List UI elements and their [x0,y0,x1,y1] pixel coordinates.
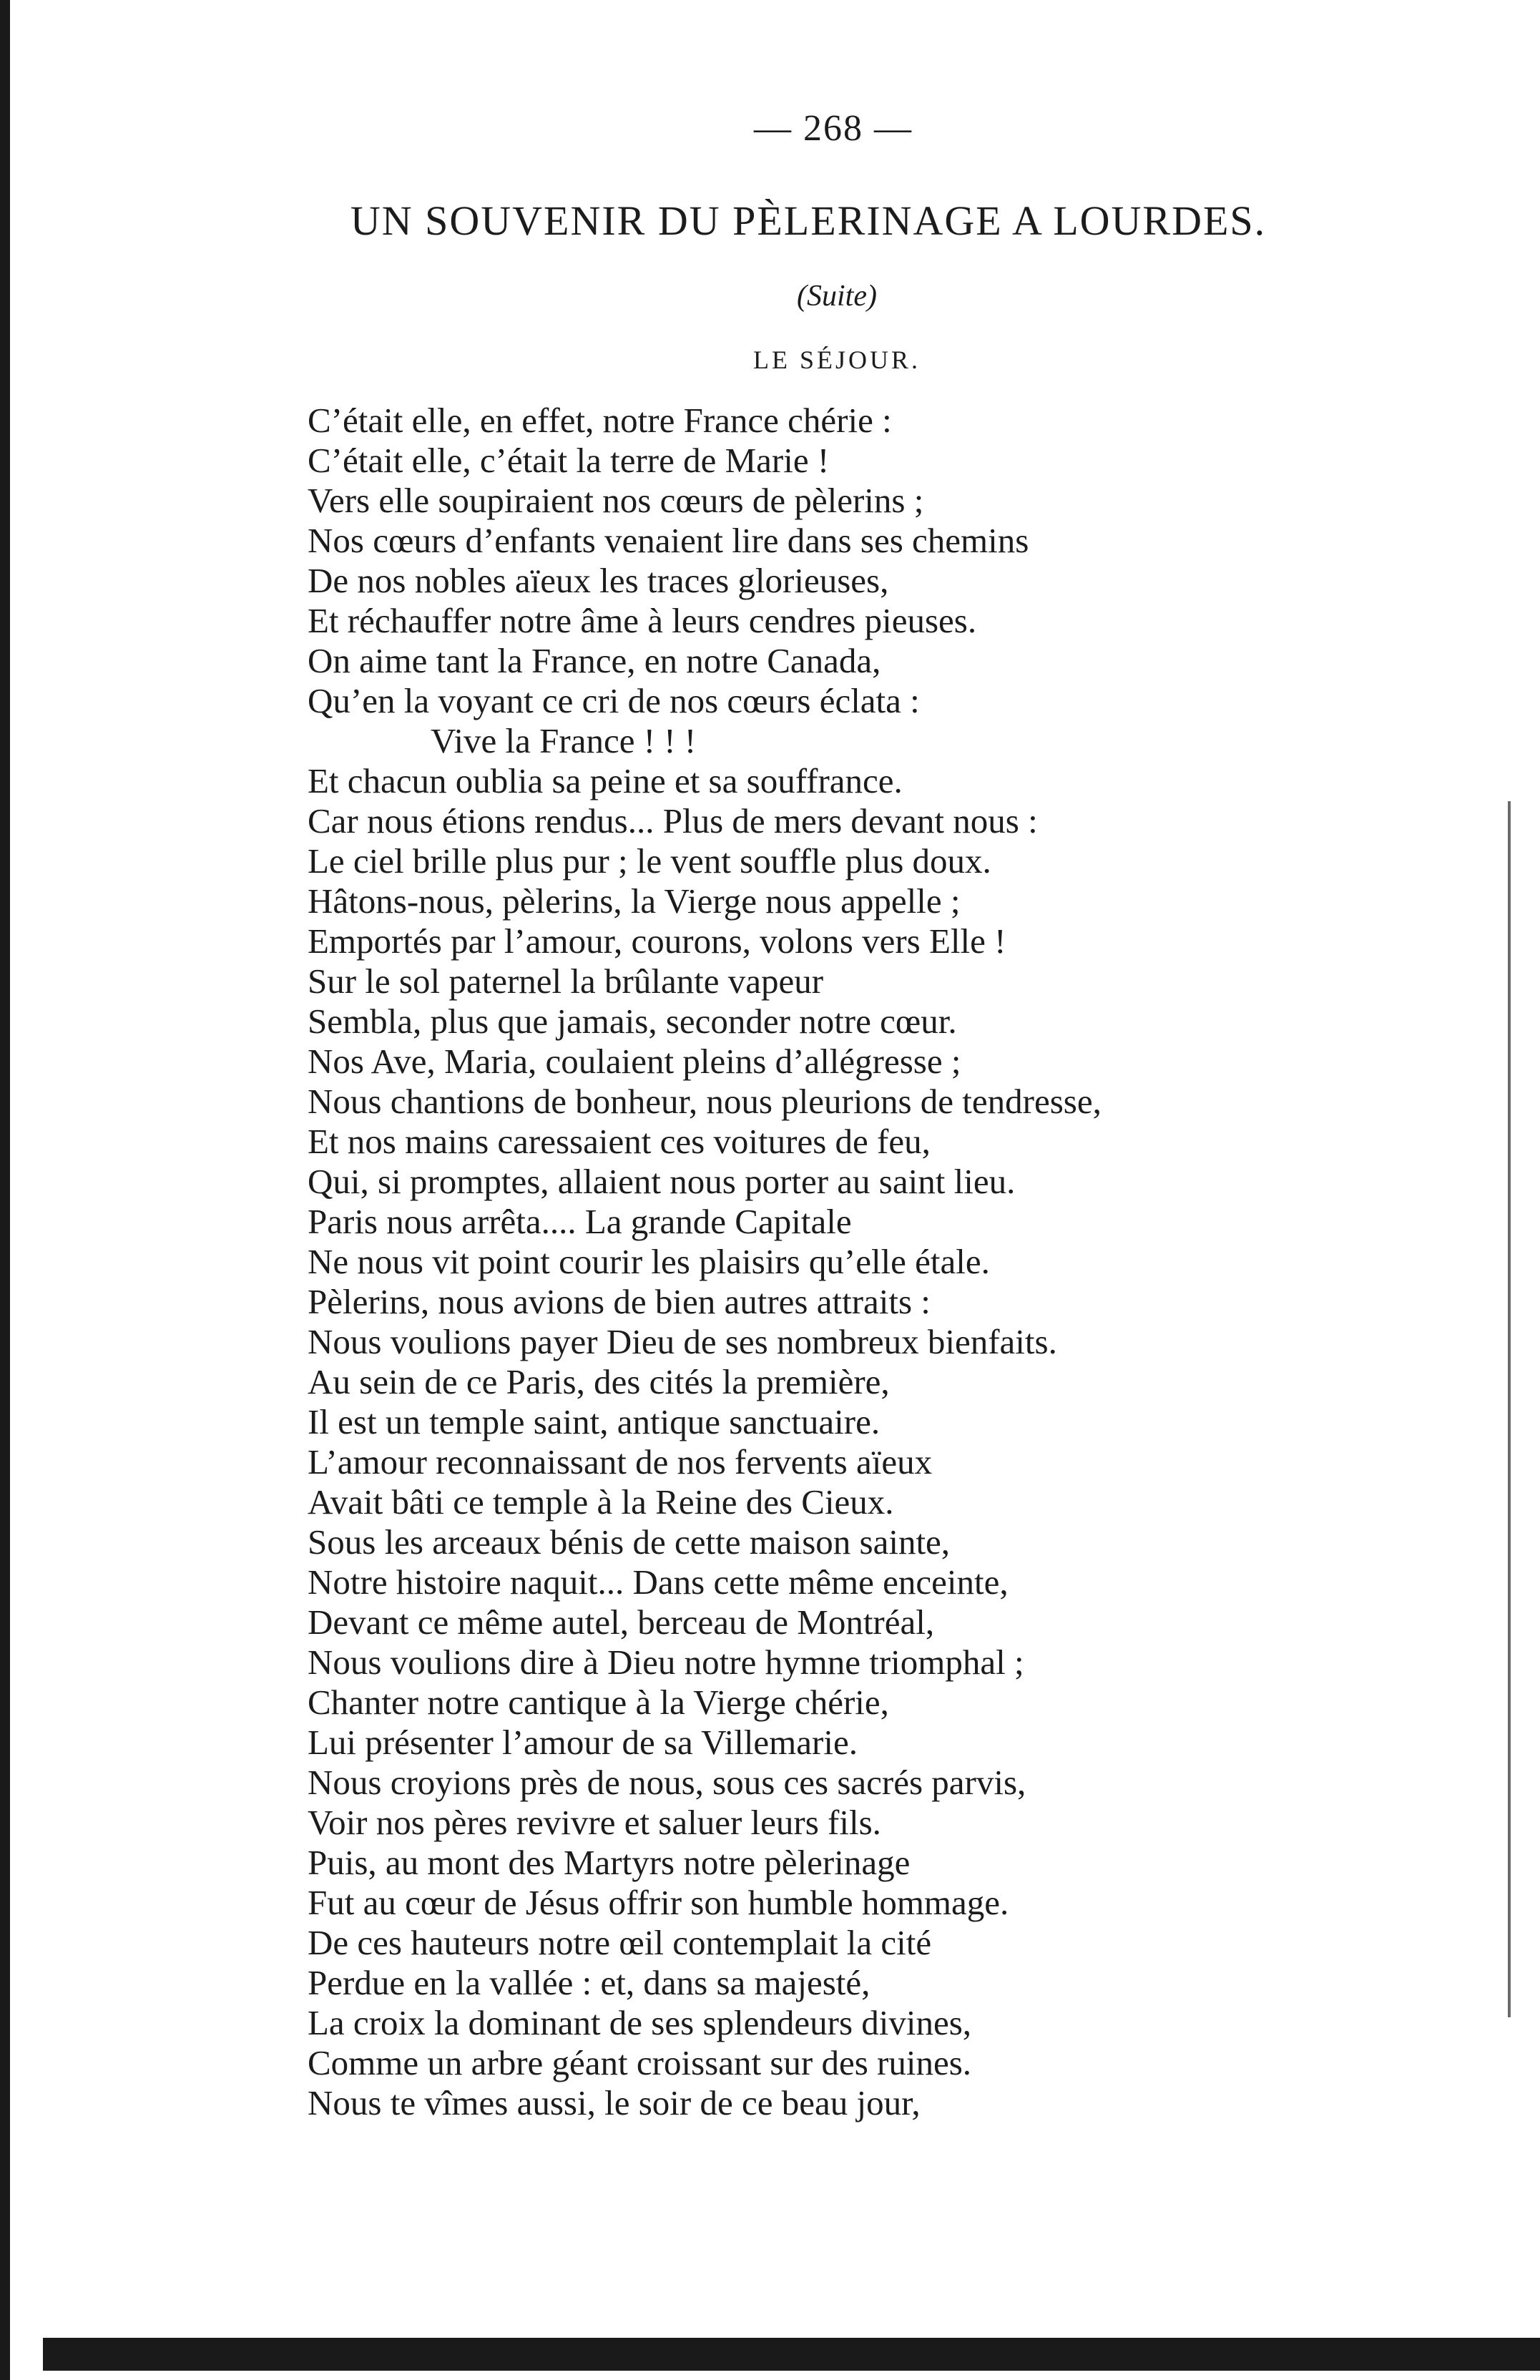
poem-line: Lui présenter l’amour de sa Villemarie. [308,1723,858,1762]
poem-line: La croix la dominant de ses splendeurs divines, [308,2003,972,2042]
poem-line: Perdue en la vallée : et, dans sa majesté, [308,1963,870,2002]
poem-line: Voir nos pères revivre et saluer leurs fils. [308,1803,881,1842]
poem-line: Puis, au mont des Martyrs notre pèlerinage [308,1843,911,1882]
poem-line: Nos Ave, Maria, coulaient pleins d’allégresse ; [308,1042,961,1081]
right-margin-rule [1508,801,1511,2017]
poem-line: Et chacun oublia sa peine et sa souffrance. [308,761,903,800]
poem-line: Et nos mains caressaient ces voitures de feu, [308,1122,931,1161]
poem-line: Car nous étions rendus... Plus de mers devant nous : [308,801,1038,841]
poem-line: Notre histoire naquit... Dans cette même enceinte, [308,1562,1009,1602]
poem-body [308,401,1495,2123]
poem-title: UN SOUVENIR DU PÈLERINAGE A LOURDES. [350,197,1267,244]
poem-line: Et réchauffer notre âme à leurs cendres pieuses. [308,601,977,640]
poem-line: Devant ce même autel, berceau de Montréal, [308,1602,935,1642]
poem-line: Hâtons-nous, pèlerins, la Vierge nous appelle ; [308,881,961,921]
poem-line: Sembla, plus que jamais, seconder notre cœur. [308,1002,957,1041]
poem-line: Comme un arbre géant croissant sur des ruines. [308,2043,972,2082]
left-border-rule [0,0,10,2380]
poem-subtitle: (Suite) [797,280,877,313]
poem-line: C’était elle, en effet, notre France chérie : [308,401,892,440]
bottom-border-rule [43,2338,1540,2371]
poem-line: Sous les arceaux bénis de cette maison sainte, [308,1522,951,1562]
poem-line: Nous croyions près de nous, sous ces sacrés parvis, [308,1763,1026,1802]
poem-line: On aime tant la France, en notre Canada, [308,641,881,680]
poem-line: Nous te vîmes aussi, le soir de ce beau jour, [308,2083,921,2122]
poem-line: Paris nous arrêta.... La grande Capitale [308,1202,852,1241]
poem-line: Il est un temple saint, antique sanctuaire. [308,1402,881,1441]
poem-line: De nos nobles aïeux les traces glorieuses, [308,561,889,600]
poem-line: Vers elle soupiraient nos cœurs de pèlerins ; [308,481,924,520]
poem-line: Fut au cœur de Jésus offrir son humble hommage. [308,1883,1009,1922]
poem-line: C’était elle, c’était la terre de Marie ! [308,441,830,480]
poem-line: Sur le sol paternel la brûlante vapeur [308,961,824,1001]
poem-line: L’amour reconnaissant de nos fervents aïeux [308,1442,933,1482]
poem-line: Nos cœurs d’enfants venaient lire dans ses chemins [308,521,1029,560]
section-title: LE SÉJOUR. [752,346,921,374]
poem-line: Qui, si promptes, allaient nous porter au saint lieu. [308,1162,1016,1201]
poem-line: Nous chantions de bonheur, nous pleurions de tendresse, [308,1082,1102,1121]
poem-line: Emportés par l’amour, courons, volons vers Elle ! [308,921,1006,961]
poem-line: Le ciel brille plus pur ; le vent souffle plus doux. [308,841,991,881]
page-number: — 268 — [754,108,913,149]
poem-line: Vive la France ! ! ! [431,721,697,760]
poem-line: Qu’en la voyant ce cri de nos cœurs éclata : [308,681,920,720]
poem-line: Ne nous vit point courir les plaisirs qu’elle étale. [308,1242,990,1281]
poem-line: De ces hauteurs notre œil contemplait la cité [308,1923,932,1962]
poem-line: Nous voulions dire à Dieu notre hymne triomphal ; [308,1642,1024,1682]
poem-line: Avait bâti ce temple à la Reine des Cieux. [308,1482,894,1522]
poem-line: Au sein de ce Paris, des cités la première, [308,1362,890,1401]
poem-line: Chanter notre cantique à la Vierge chérie, [308,1683,889,1722]
poem-line: Pèlerins, nous avions de bien autres attraits : [308,1282,931,1321]
poem-line: Nous voulions payer Dieu de ses nombreux bienfaits. [308,1322,1057,1361]
